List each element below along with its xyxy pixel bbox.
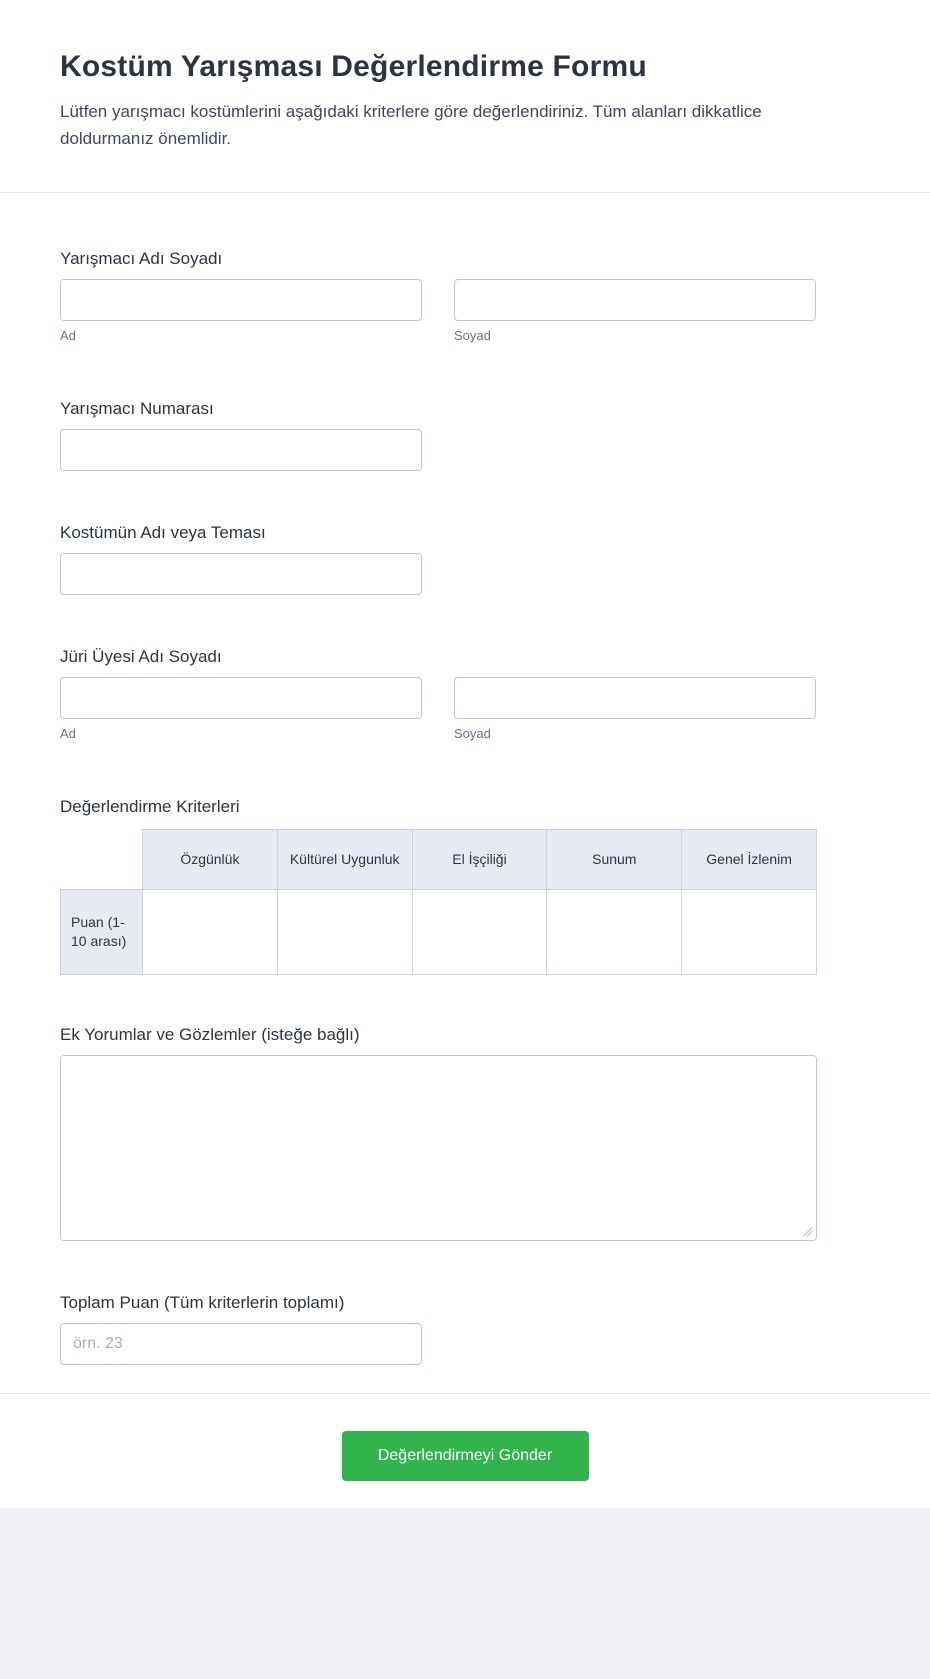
page-background	[0, 1508, 930, 1642]
field-total-score	[60, 1293, 870, 1365]
criteria-table-corner	[61, 830, 143, 890]
score-cell-sunum[interactable]	[547, 890, 682, 975]
criteria-column-kulturel-uygunluk: Kültürel Uygunluk	[277, 830, 412, 890]
contestant-first-name-sublabel: Ad	[60, 328, 76, 344]
judge-first-name-input[interactable]	[60, 677, 422, 719]
score-input-genel-izlenim[interactable]	[682, 890, 816, 974]
comments-label: Ek Yorumlar ve Gözlemler (isteğe bağlı)	[60, 1025, 360, 1045]
costume-name-input[interactable]	[60, 553, 422, 595]
score-input-ozgunluk[interactable]	[143, 890, 277, 974]
field-comments	[60, 1025, 870, 1241]
criteria-column-genel-izlenim: Genel İzlenim	[682, 830, 817, 890]
contestant-first-name-input[interactable]	[60, 279, 422, 321]
judge-first-name-sublabel: Ad	[60, 726, 76, 742]
contestant-name-label: Yarışmacı Adı Soyadı	[60, 249, 223, 269]
judge-last-name-input[interactable]	[454, 677, 816, 719]
judge-last-name-sublabel: Soyad	[454, 726, 491, 742]
score-input-el-isciligi[interactable]	[413, 890, 547, 974]
judge-name-label: Jüri Üyesi Adı Soyadı	[60, 647, 222, 667]
form-subtitle: Lütfen yarışmacı kostümlerini aşağıdaki kriterlere göre değerlendiriniz. Tüm alanları dikkatlice doldurmanız önemlidir.	[60, 102, 762, 149]
table-row	[61, 890, 817, 975]
criteria-column-ozgunluk: Özgünlük	[143, 830, 278, 890]
total-score-input[interactable]	[60, 1323, 422, 1365]
score-cell-kulturel-uygunluk[interactable]	[277, 890, 412, 975]
contestant-last-name-sublabel: Soyad	[454, 328, 491, 344]
criteria-column-sunum: Sunum	[547, 830, 682, 890]
submit-button[interactable]: Değerlendirmeyi Gönder	[342, 1431, 589, 1481]
form-title: Kostüm Yarışması Değerlendirme Formu	[60, 50, 647, 83]
form-header	[0, 0, 930, 193]
contestant-number-input[interactable]	[60, 429, 422, 471]
contestant-last-name-input[interactable]	[454, 279, 816, 321]
contestant-number-label: Yarışmacı Numarası	[60, 399, 214, 419]
field-costume-name	[60, 523, 870, 595]
score-cell-genel-izlenim[interactable]	[682, 890, 817, 975]
field-criteria-table	[60, 797, 870, 975]
field-contestant-number	[60, 399, 870, 471]
score-cell-ozgunluk[interactable]	[143, 890, 278, 975]
score-input-kulturel-uygunluk[interactable]	[278, 890, 412, 974]
field-judge-name	[60, 647, 870, 741]
comments-textarea[interactable]	[60, 1055, 817, 1241]
costume-name-label: Kostümün Adı veya Teması	[60, 523, 266, 543]
criteria-table	[60, 829, 817, 975]
form-body	[0, 193, 930, 1365]
form-footer	[0, 1393, 930, 1508]
score-cell-el-isciligi[interactable]	[412, 890, 547, 975]
criteria-column-el-isciligi: El İşçiliği	[412, 830, 547, 890]
criteria-row-header-puan: Puan (1-10 arası)	[61, 890, 143, 975]
criteria-table-label: Değerlendirme Kriterleri	[60, 797, 240, 817]
field-contestant-name	[60, 249, 870, 343]
score-input-sunum[interactable]	[547, 890, 681, 974]
total-score-label: Toplam Puan (Tüm kriterlerin toplamı)	[60, 1293, 345, 1313]
